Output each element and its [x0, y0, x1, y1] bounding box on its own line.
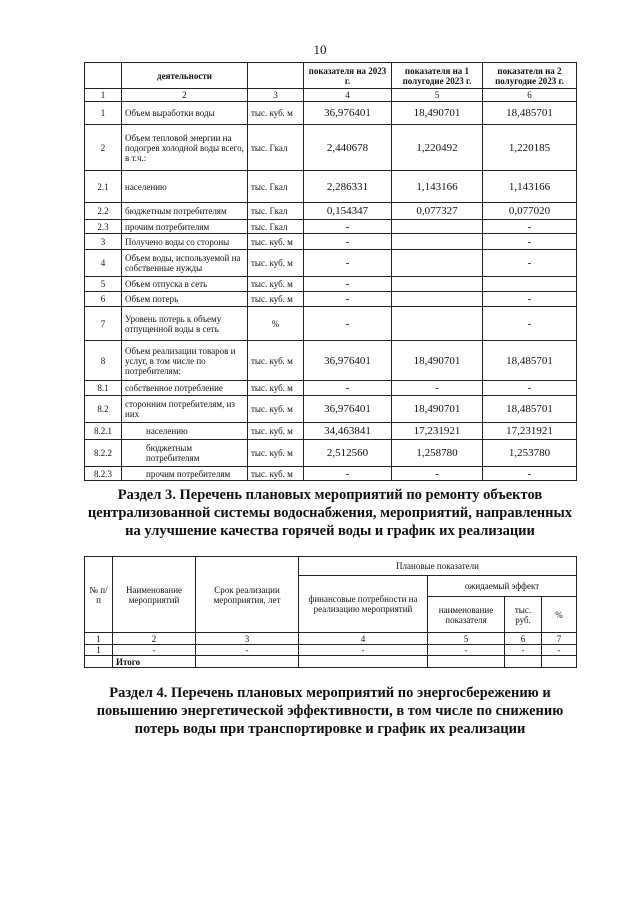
table-row: 2 Объем тепловой энергии на подогрев холодной воды всего, в т.ч.: тыс. Гкал 2,440678 1,220492 1,220185	[85, 125, 577, 171]
header-effect: ожидаемый эффект	[428, 576, 577, 597]
header-indicator-name: наименование показателя	[428, 597, 505, 633]
table-row: 8 Объем реализации товаров и услуг, в том числе по потребителям: тыс. куб. м 36,976401 18,490701 18,485701	[85, 341, 577, 381]
header-plan-2023: показателя на 2023 г.	[304, 63, 392, 89]
total-row	[85, 656, 577, 668]
header-name: Наименование мероприятий	[113, 557, 196, 633]
total-label: Итого	[113, 656, 196, 668]
table-row: 3 Получено воды со стороны тыс. куб. м - -	[85, 234, 577, 250]
table-row: 5 Объем отпуска в сеть тыс. куб. м -	[85, 277, 577, 292]
colnum: 5	[392, 89, 483, 102]
page-number: 10	[313, 42, 327, 57]
table-row: 2.3 прочим потребителям тыс. Гкал - -	[85, 220, 577, 234]
header-activity: деятельности	[122, 63, 248, 89]
header-finance: финансовые потребности на реализацию мероприятий	[299, 576, 428, 633]
table-row: 8.2 сторонним потребителям, из них тыс. куб. м 36,976401 18,490701 18,485701	[85, 396, 577, 423]
header-h2-2023: показателя на 2 полугодие 2023 г.	[483, 63, 577, 89]
table-row: 8.2.1 населению тыс. куб. м 34,463841 17,231921 17,231921	[85, 423, 577, 440]
colnum: 1	[85, 633, 113, 645]
header-percent: %	[542, 597, 577, 633]
section3-heading: Раздел 3. Перечень плановых мероприятий по ремонту объектов централизованной системы водоснабжения, мероприятий, направленных на улучшение качества горячей воды и график их реализации	[87, 487, 573, 539]
colnum: 6	[483, 89, 577, 102]
colnum: 6	[505, 633, 542, 645]
header-term: Срок реализации мероприятия, лет	[196, 557, 299, 633]
header-planned: Плановые показатели	[299, 557, 577, 576]
table-row: 2.2 бюджетным потребителям тыс. Гкал 0,154347 0,077327 0,077020	[85, 203, 577, 220]
planned-measures-table	[84, 556, 577, 668]
table-row: 8.2.2 бюджетным потребителям тыс. куб. м 2,512560 1,258780 1,253780	[85, 440, 577, 467]
colnum: 4	[304, 89, 392, 102]
header-num: № п/п	[85, 557, 113, 633]
colnum: 4	[299, 633, 428, 645]
section4-heading: Раздел 4. Перечень плановых мероприятий по энергосбережению и повышению энергетической эффективности, в том числе по снижению потерь воды при транспортировке и график их реализации	[96, 685, 564, 737]
table-row: 1 Объем выработки воды тыс. куб. м 36,976401 18,490701 18,485701	[85, 102, 577, 125]
colnum: 2	[113, 633, 196, 645]
table-row: 7 Уровень потерь к объему отпущенной воды в сеть % - -	[85, 307, 577, 341]
colnum: 5	[428, 633, 505, 645]
colnum: 1	[85, 89, 122, 102]
colnum: 3	[248, 89, 304, 102]
colnum: 2	[122, 89, 248, 102]
table-row: 1 - - - - - -	[85, 645, 577, 656]
colnum: 3	[196, 633, 299, 645]
production-indicators-table	[84, 62, 577, 481]
table-row: 4 Объем воды, используемой на собственные нужды тыс. куб. м - -	[85, 250, 577, 277]
colnum: 7	[542, 633, 577, 645]
table-row: 6 Объем потерь тыс. куб. м - -	[85, 292, 577, 307]
table-row: 8.2.3 прочим потребителям тыс. куб. м - - -	[85, 467, 577, 481]
table-row: 8.1 собственное потребление тыс. куб. м - - -	[85, 381, 577, 396]
table-row: 2.1 населению тыс. Гкал 2,286331 1,143166 1,143166	[85, 171, 577, 203]
header-rub: тыс. руб.	[505, 597, 542, 633]
header-h1-2023: показателя на 1 полугодие 2023 г.	[392, 63, 483, 89]
